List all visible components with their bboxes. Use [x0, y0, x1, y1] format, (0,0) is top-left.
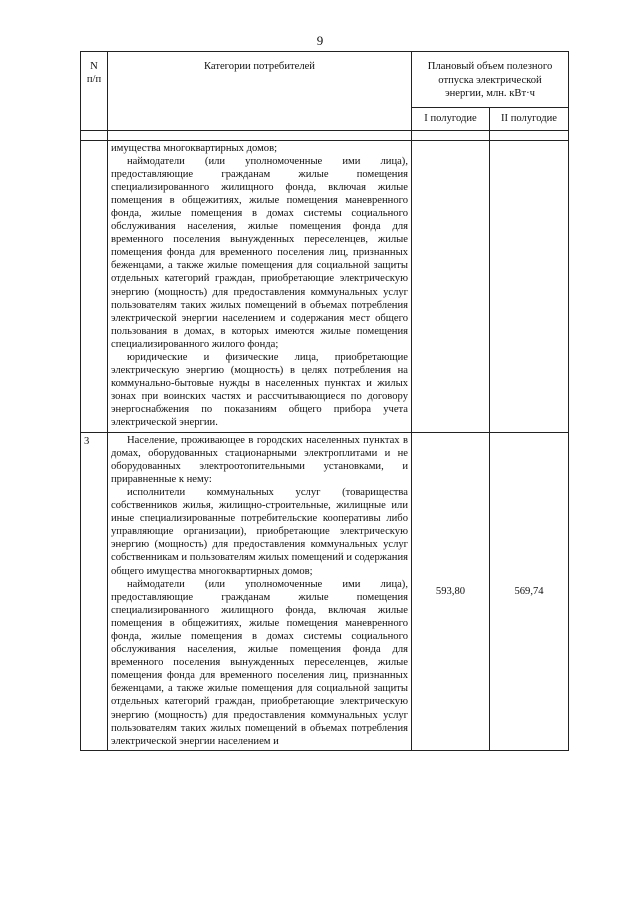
row-value-half1 — [412, 140, 490, 432]
row-text — [108, 432, 412, 750]
row-value-half1: 593,80 — [412, 432, 490, 750]
table-row — [81, 432, 569, 750]
row-number: 3 — [81, 432, 108, 750]
header-volume — [412, 52, 569, 108]
header-volume-line2: отпуска электрической — [438, 74, 542, 86]
row-number — [81, 140, 108, 432]
paragraph: имущества многоквартирных домов; — [111, 142, 278, 154]
header-number-line1: N — [90, 61, 98, 72]
row-value-half2 — [490, 140, 569, 432]
header-volume-line1: Плановый объем полезного — [427, 61, 553, 72]
paragraph: наймодатели (или уполномоченные ими лица), предоставляющие гражданам жилые помещения специализированного жилищного фонда, включая жилые помещения в общежитиях, жилые помещения маневренного фонда, жилые помещения в домах системы социального обслуживания населения, жилые помещения фонда для временного поселения вынужденных переселенцев, жилые помещения фонда для временного поселения лиц, признанных беженцами, а также жилые помещения для социальной защиты отдельных категорий граждан, приобретающие электрическую энергию (мощность) для предоставления коммунальных услуг пользователям таких жилых помещений в объемах потребления электрической энергии населением и содержания мест общего пользования в домах, в которых имеются жилые помещения специализированного жилого фонда; — [111, 155, 408, 350]
header-number-line2: п/п — [86, 74, 102, 85]
header-volume-line3: энергии, млн. кВт·ч — [445, 88, 535, 99]
header-number — [81, 52, 108, 131]
header-half2: II полугодие — [490, 107, 569, 130]
paragraph: наймодатели (или уполномоченные ими лица), предоставляющие гражданам жилые помещения специализированного жилищного фонда, включая жилые помещения в общежитиях, жилые помещения маневренного фонда, жилые помещения в домах системы социального обслуживания населения, жилые помещения фонда для временного поселения вынужденных переселенцев, жилые помещения фонда для временного поселения лиц, признанных беженцами, а также жилые помещения для социальной защиты отдельных категорий граждан, приобретающие электрическую энергию (мощность) для предоставления коммунальных услуг пользователям таких жилых помещений в объемах потребления электрической энергии населением и — [111, 578, 408, 747]
paragraph: юридические и физические лица, приобретающие электрическую энергию (мощность) в целях потребления на коммунально-бытовые нужды в населенных пунктах и жилых зонах при воинских частях и рассчитывающиеся по договору энергоснабжения по показаниям общего прибора учета электрической энергии. — [111, 352, 408, 429]
table-row-continuation — [81, 140, 569, 432]
paragraph: Население, проживающее в городских населенных пунктах в домах, оборудованных стационарными электроплитами и не оборудованных электроотопительными установками, и приравненные к нему: — [111, 434, 408, 485]
paragraph: исполнители коммунальных услуг (товарищества собственников жилья, жилищно-строительные, жилищные или иные специализированные потребительские кооперативы либо управляющие организации), приобретающие электрическую энергию (мощность) для предоставления коммунальных услуг собственникам и пользователям жилых помещений и содержания общего имущества многоквартирных домов; — [111, 486, 408, 577]
consumption-table — [80, 51, 569, 751]
page-number: 9 — [316, 33, 324, 48]
header-half1: I полугодие — [412, 107, 490, 130]
spacer-row — [81, 130, 569, 140]
row-text — [108, 140, 412, 432]
header-categories: Категории потребителей — [108, 52, 412, 131]
row-value-half2: 569,74 — [490, 432, 569, 750]
